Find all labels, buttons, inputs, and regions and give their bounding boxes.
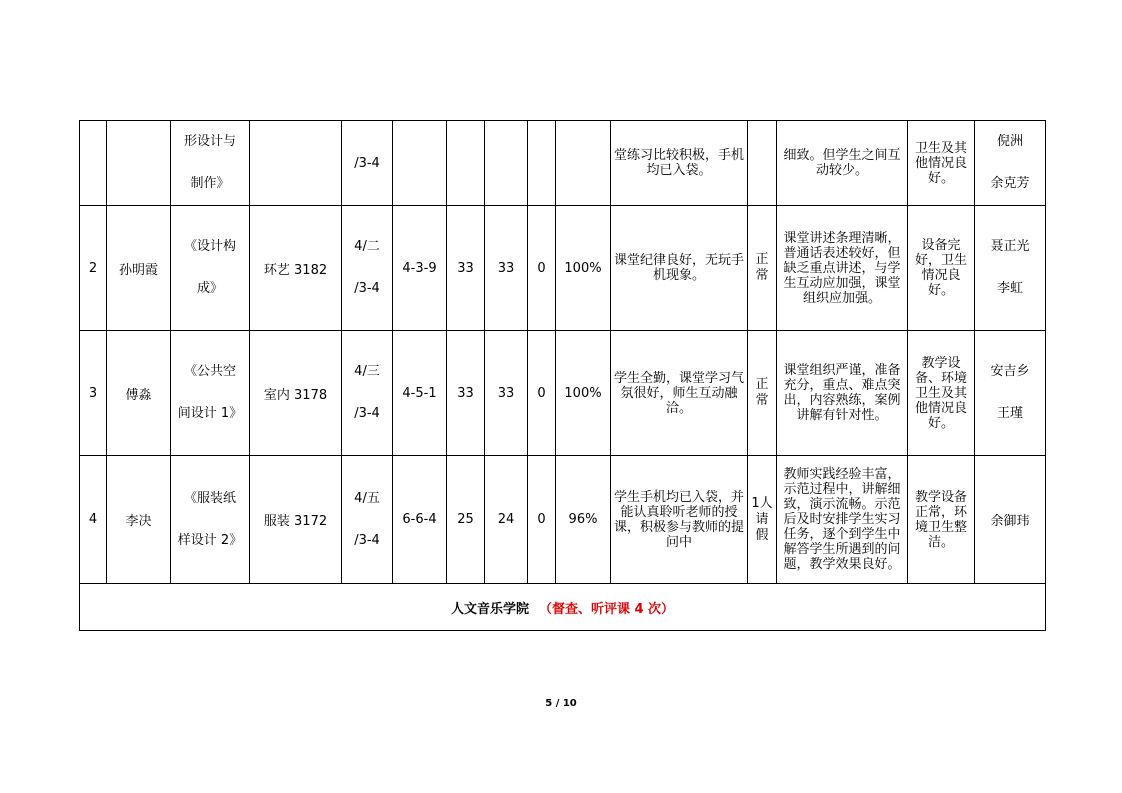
cell-teacher: 孙明霞 — [107, 206, 171, 331]
cell-period — [393, 121, 447, 206]
table-row — [80, 206, 1046, 331]
cell-time — [342, 456, 393, 584]
college-detail: （督查、听评课 4 次） — [538, 601, 675, 617]
cell-no: 4 — [80, 456, 107, 584]
course-line: 《设计构 — [183, 239, 236, 254]
cell-student-note: 学生手机均已入袋，并能认真聆听老师的授课，积极参与教师的提问中 — [611, 456, 748, 584]
cell-teaching-note: 课堂讲述条理清晰，普通话表述较好，但缺乏重点讲述，与学生互动应加强，课堂组织应加强。 — [777, 206, 908, 331]
cell-student-note: 课堂纪律良好，无玩手机现象。 — [611, 206, 748, 331]
cell-course — [171, 206, 250, 331]
cell-actual — [485, 121, 528, 206]
cell-inspector — [975, 456, 1046, 584]
cell-expected: 33 — [447, 206, 485, 331]
cell-inspector — [975, 121, 1046, 206]
cell-time — [342, 121, 393, 206]
cell-inspector — [975, 206, 1046, 331]
course-line: 样设计 2》 — [177, 532, 243, 548]
cell-facility-note: 教学设备、环境卫生及其他情况良好。 — [908, 331, 975, 456]
cell-student-note: 学生全勤，课堂学习气氛很好，师生互动融洽。 — [611, 331, 748, 456]
cell-teacher: 傅淼 — [107, 331, 171, 456]
cell-class: 室内 3178 — [250, 331, 342, 456]
cell-expected — [447, 121, 485, 206]
time-line: /3-4 — [354, 155, 380, 171]
cell-actual: 24 — [485, 456, 528, 584]
cell-attendance — [748, 121, 777, 206]
inspector-name: 倪洲 — [996, 134, 1023, 149]
cell-class: 服装 3172 — [250, 456, 342, 584]
cell-course — [171, 456, 250, 584]
cell-attendance: 1人请假 — [748, 456, 777, 584]
time-line: 4/五 — [354, 490, 380, 506]
cell-time — [342, 331, 393, 456]
time-line: /3-4 — [354, 281, 380, 296]
cell-no: 3 — [80, 331, 107, 456]
inspector-name: 余克芳 — [990, 176, 1030, 191]
cell-period: 4-5-1 — [393, 331, 447, 456]
cell-teacher — [107, 121, 171, 206]
cell-rate: 96% — [556, 456, 611, 584]
inspector-name: 余御玮 — [990, 514, 1030, 529]
college-name: 人文音乐学院 — [450, 601, 529, 617]
inspector-name: 王瑾 — [996, 406, 1023, 421]
cell-actual: 33 — [485, 206, 528, 331]
cell-period: 6-6-4 — [393, 456, 447, 584]
cell-no — [80, 121, 107, 206]
table-row — [80, 121, 1046, 206]
course-line: 形设计与 — [183, 134, 236, 149]
college-header-row — [80, 584, 1046, 631]
table-row — [80, 331, 1046, 456]
course-line: 间设计 1》 — [177, 406, 243, 421]
cell-facility-note: 设备完好，卫生情况良好。 — [908, 206, 975, 331]
college-header — [80, 584, 1046, 631]
cell-attendance: 正常 — [748, 331, 777, 456]
course-line: 《服装纸 — [183, 490, 236, 506]
cell-actual: 33 — [485, 331, 528, 456]
cell-teaching-note: 课堂组织严谨，准备充分，重点、难点突出，内容熟练，案例讲解有针对性。 — [777, 331, 908, 456]
cell-inspector — [975, 331, 1046, 456]
inspector-name: 安吉乡 — [990, 364, 1030, 379]
inspector-name: 李虹 — [996, 281, 1023, 296]
cell-rate — [556, 121, 611, 206]
cell-expected: 25 — [447, 456, 485, 584]
cell-rate: 100% — [556, 206, 611, 331]
page-number: 5 / 10 — [545, 698, 577, 709]
time-line: 4/二 — [354, 239, 380, 254]
cell-absent — [528, 121, 556, 206]
cell-absent: 0 — [528, 331, 556, 456]
cell-facility-note: 卫生及其他情况良好。 — [908, 121, 975, 206]
cell-time — [342, 206, 393, 331]
time-line: /3-4 — [354, 406, 380, 421]
inspection-table — [79, 120, 1046, 631]
cell-facility-note: 教学设备正常，环境卫生整洁。 — [908, 456, 975, 584]
cell-rate: 100% — [556, 331, 611, 456]
cell-period: 4-3-9 — [393, 206, 447, 331]
table-row — [80, 456, 1046, 584]
cell-attendance: 正常 — [748, 206, 777, 331]
cell-teaching-note: 教师实践经验丰富，示范过程中，讲解细致，演示流畅。示范后及时安排学生实习任务，逐个到学生中解答学生所遇到的问题，教学效果良好。 — [777, 456, 908, 584]
cell-absent: 0 — [528, 206, 556, 331]
cell-teacher: 李决 — [107, 456, 171, 584]
course-line: 《公共空 — [183, 364, 236, 379]
cell-class — [250, 121, 342, 206]
time-line: /3-4 — [354, 532, 380, 548]
course-line: 制作》 — [190, 176, 230, 191]
cell-student-note: 堂练习比较积极，手机均已入袋。 — [611, 121, 748, 206]
cell-course — [171, 121, 250, 206]
inspector-name: 聂正光 — [990, 239, 1030, 254]
cell-no: 2 — [80, 206, 107, 331]
cell-class: 环艺 3182 — [250, 206, 342, 331]
cell-absent: 0 — [528, 456, 556, 584]
cell-course — [171, 331, 250, 456]
course-line: 成》 — [196, 281, 223, 296]
cell-expected: 33 — [447, 331, 485, 456]
cell-teaching-note: 细致。但学生之间互动较少。 — [777, 121, 908, 206]
time-line: 4/三 — [354, 364, 380, 379]
